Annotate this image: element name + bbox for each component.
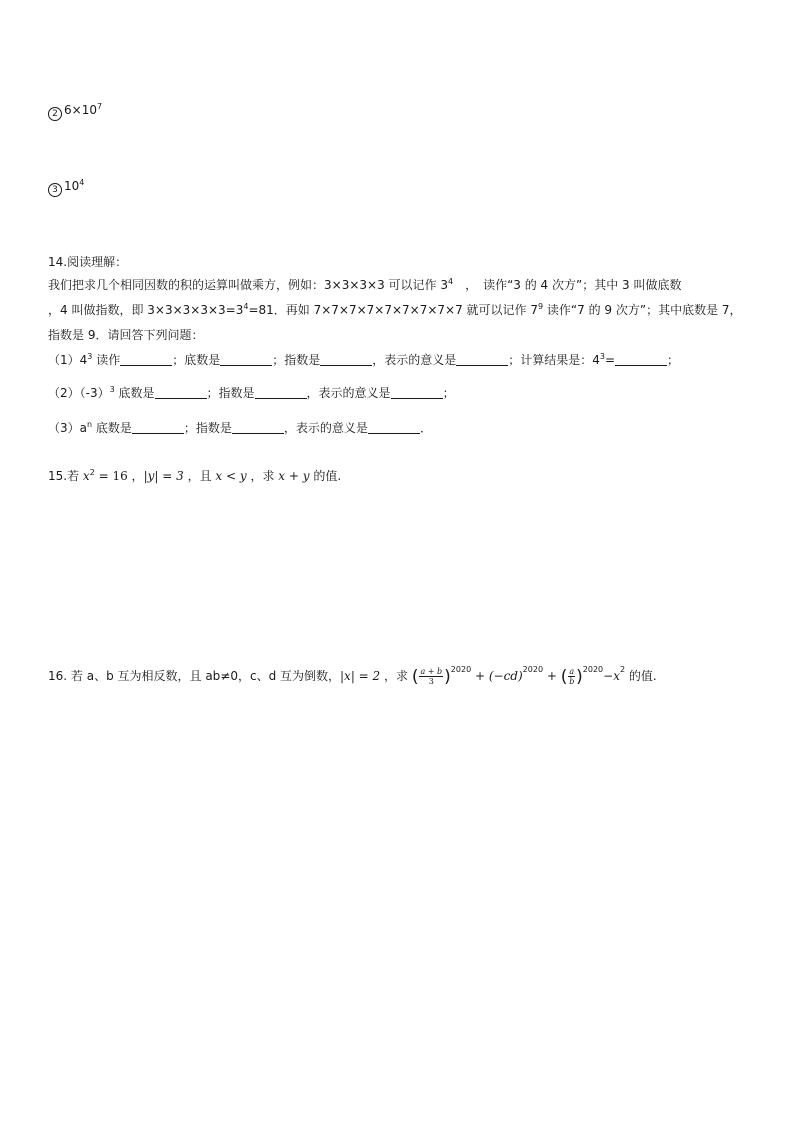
answer-blank[interactable] (320, 354, 372, 366)
q16-minus-x: −x (603, 669, 620, 683)
q13-item-3-base: 10 (64, 179, 80, 193)
q14-sub-2 (48, 385, 455, 401)
answer-blank[interactable] (232, 422, 284, 434)
q14-line2-a: ，4 叫做指数，即 3×3×3×3×3=3 (48, 303, 244, 317)
q13-item-2-base: 6×10 (64, 103, 97, 117)
q14-sub1-t1: 读作 (92, 353, 121, 367)
q15-expr4: x + y (278, 469, 310, 483)
q14-sub1-t5: ；计算结果是：4 (508, 353, 600, 367)
q15-sep2: ，且 (183, 469, 216, 483)
q14-sub1-prefix: （1）4 (48, 353, 88, 367)
q14-para-line-3: 指数是 9．请回答下列问题： (48, 328, 204, 342)
q14-sub3-t3: ，表示的意义是 (283, 421, 368, 435)
answer-blank[interactable] (120, 354, 172, 366)
q15-expr3: x < y (215, 469, 247, 483)
q16-lead: 16. 若 a、b 互为相反数，且 ab≠0，c、d 互为倒数， (48, 669, 341, 683)
q14-line2-c: 读作“7 的 9 次方”；其中底数是 7， (543, 303, 742, 317)
q16-frac2-den: b (569, 677, 575, 686)
circled-number-2: 2 (48, 107, 62, 121)
q16-statement: 16. 若 a、b 互为相反数，且 ab≠0，c、d 互为倒数，|x| = 2 ，求 ( $\frac{a + b}{3}$ )$^{2020} + (-cd)^{2020}$ + ( $\frac{a}{b}$ )$^{2020}-x^2$ 的值. (48, 665, 657, 687)
q14-title: 14.阅读理解： (48, 255, 128, 269)
q16-frac1-den: 3 (428, 677, 434, 686)
q13-item-3-exp: 4 (79, 178, 85, 187)
q14-line1-exp: 4 (447, 277, 454, 286)
q14-sub2-t3: ，表示的意义是 (306, 386, 391, 400)
q14-sub1-t3: ；指数是 (272, 353, 321, 367)
q14-sub1-exp2: 3 (599, 352, 605, 361)
q16-x-exp: 2 (619, 665, 626, 674)
answer-blank[interactable] (132, 422, 184, 434)
q14-sub2-exp: 3 (109, 385, 115, 394)
q14-sub-1 (48, 352, 679, 368)
q14-sub2-t4: ； (442, 386, 455, 400)
q16-plus-1: + (471, 669, 489, 683)
q15-lead: 15.若 (48, 469, 83, 483)
q13-item-2-exp: 7 (96, 102, 103, 111)
q14-sub-3 (48, 420, 432, 436)
q13-item-2 (48, 102, 102, 121)
q15-expr1-var: x (82, 469, 90, 483)
q14-line1-a: 我们把求几个相同因数的积的运算叫做乘方，例如：3×3×3×3 可以记作 3 (48, 278, 448, 292)
q15-statement (48, 468, 341, 484)
q14-sub1-t6: = (604, 353, 616, 367)
q14-sub1-t7: ； (667, 353, 680, 367)
q15-expr1-exp: 2 (89, 468, 95, 477)
q16-term2: (−cd) (488, 669, 523, 683)
q15-expr1-rest: = 16 (94, 469, 128, 483)
q14-line2-b: =81．再如 7×7×7×7×7×7×7×7×7 就可以记作 7 (248, 303, 539, 317)
q14-sub2-t1: 底数是 (114, 386, 155, 400)
q14-sub3-prefix: （3）a (48, 421, 87, 435)
answer-blank[interactable] (255, 387, 307, 399)
q16-pow-3: 2020 (582, 665, 604, 674)
answer-blank[interactable] (368, 422, 420, 434)
q16-tail: 的值. (625, 669, 657, 683)
q14-line2-exp2: 9 (538, 302, 544, 311)
q16-abs: |x| = 2 (340, 669, 381, 683)
answer-blank[interactable] (220, 354, 272, 366)
q14-sub3-exp: n (87, 420, 93, 429)
q16-frac1-num: a + b (420, 667, 443, 676)
q14-sub2-prefix: （2）（-3） (48, 386, 110, 400)
q15-expr2: |y| = 3 (143, 469, 184, 483)
answer-blank[interactable] (456, 354, 508, 366)
q14-sub3-t4: ． (419, 421, 432, 435)
q16-plus-2: + (543, 669, 561, 683)
q13-item-3 (48, 178, 84, 197)
q14-sub1-exp: 3 (87, 352, 93, 361)
q14-para-line-2 (48, 302, 742, 318)
q16-frac2-num: a (569, 667, 575, 676)
q14-para-line-1 (48, 277, 682, 293)
q16-pow-2: 2020 (522, 665, 544, 674)
q16-fraction-2 (568, 667, 575, 686)
q14-sub3-t2: ；指数是 (183, 421, 232, 435)
q15-sep1: ， (127, 469, 144, 483)
q16-sep: ，求 (380, 669, 412, 683)
circled-number-3: 3 (48, 183, 62, 197)
answer-blank[interactable] (391, 387, 443, 399)
q14-sub1-t4: ，表示的意义是 (372, 353, 457, 367)
q16-pow-1: 2020 (450, 665, 472, 674)
q15-sep3: ，求 (246, 469, 279, 483)
q14-sub3-t1: 底数是 (92, 421, 132, 435)
q14-sub1-t2: ；底数是 (172, 353, 221, 367)
q14-line2-exp: 4 (243, 302, 249, 311)
q15-tail: 的值. (309, 469, 342, 483)
q16-fraction-1 (419, 667, 443, 686)
answer-blank[interactable] (615, 354, 667, 366)
q14-sub2-t2: ；指数是 (206, 386, 255, 400)
q14-line1-b: ， 读作“3 的 4 次方”；其中 3 叫做底数 (453, 278, 682, 292)
answer-blank[interactable] (155, 387, 207, 399)
